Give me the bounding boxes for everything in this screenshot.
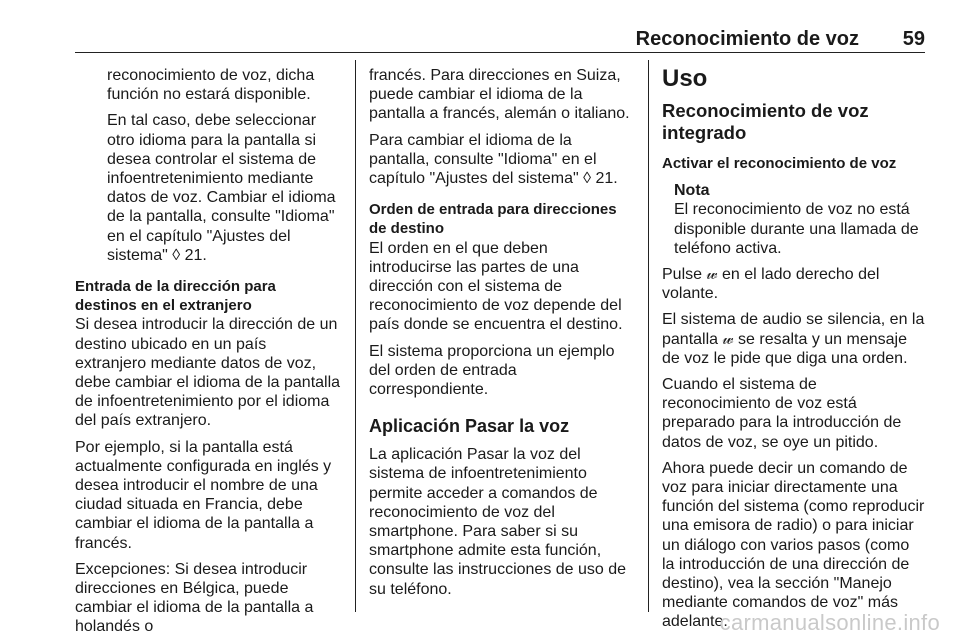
chapter-heading: Uso — [662, 65, 708, 92]
subheading: Orden de entrada para direcciones de destino — [369, 201, 617, 238]
paragraph: El orden en el que deben introducirse las partes de una dirección con el sistema de reconocimiento de voz depende del país donde se encuentra el destino. — [369, 239, 623, 334]
paragraph: Ahora puede decir un comando de voz para iniciar directamente una función del sistema (como reproducir una emisora de radio) o para iniciar un diálogo con varios pasos (como la introducción de una dirección de destino), vea la sección "Manejo mediante comandos de voz" más adelante. — [662, 459, 925, 631]
column-divider-2 — [648, 60, 649, 612]
page-title: Reconocimiento de voz — [635, 28, 859, 50]
watermark: carmanualsonline.info — [719, 610, 940, 635]
note-title: Nota — [674, 182, 710, 200]
paragraph: El sistema proporciona un ejemplo del orden de entrada correspondiente. — [369, 342, 615, 399]
paragraph: La aplicación Pasar la voz del sistema de infoentretenimiento permite acceder a comandos de reconocimiento de voz del smartphone. Para saber si su smartphone admite esta función, consulte las instrucciones de uso de su teléfono. — [369, 446, 627, 598]
section-heading: Aplicación Pasar la voz — [369, 416, 570, 437]
column-2 — [369, 66, 633, 606]
paragraph: El sistema de audio se silencia, en la pantalla 𝓌 se resalta y un mensaje de voz le pide que diga una orden. — [662, 311, 925, 367]
paragraph: Por ejemplo, si la pantalla está actualmente configurada en inglés y desea introducir el nombre de una ciudad situada en Francia, debe cambiar el idioma de la pantalla a francés. — [75, 438, 332, 552]
section-heading: Reconocimiento de voz integrado — [662, 100, 869, 143]
page-number: 59 — [902, 28, 925, 50]
paragraph: Si desea introducir la dirección de un destino ubicado en un país extranjero mediante datos de voz, debe cambiar el idioma de la pantalla de infoentretenimiento por el idioma del país extranjero. — [75, 316, 341, 430]
paragraph: En tal caso, debe seleccionar otro idioma para la pantalla si desea controlar el sistema de infoentretenimiento mediante datos de voz. Cambiar el idioma de la pantalla, consulte "Idioma" en el capítulo "Ajustes del sistema" ◊ 21. — [107, 112, 336, 264]
column-3 — [662, 66, 926, 639]
paragraph: Cuando el sistema de reconocimiento de voz está preparado para la introducción de datos de voz, se oye un pitido. — [662, 376, 902, 451]
paragraph: reconocimiento de voz, dicha función no estará disponible. — [107, 67, 315, 104]
subheading: Entrada de la dirección para destinos en el extranjero — [75, 278, 276, 315]
column-divider-1 — [355, 60, 356, 612]
paragraph: Excepciones: Si desea introducir direcciones en Bélgica, puede cambiar el idioma de la pantalla a holandés o — [75, 560, 314, 636]
paragraph: Para cambiar el idioma de la pantalla, consulte "Idioma" en el capítulo "Ajustes del sistema" ◊ 21. — [369, 131, 618, 188]
subheading: Activar el reconocimiento de voz — [662, 155, 897, 172]
page-header — [75, 28, 925, 53]
paragraph: francés. Para direcciones en Suiza, puede cambiar el idioma de la pantalla a francés, alemán o italiano. — [369, 67, 630, 123]
column-1 — [75, 66, 341, 644]
paragraph: Pulse 𝓌 en el lado derecho del volante. — [662, 266, 880, 303]
note-text: El reconocimiento de voz no está disponible durante una llamada de teléfono activa. — [674, 201, 919, 257]
note-block — [662, 181, 926, 258]
